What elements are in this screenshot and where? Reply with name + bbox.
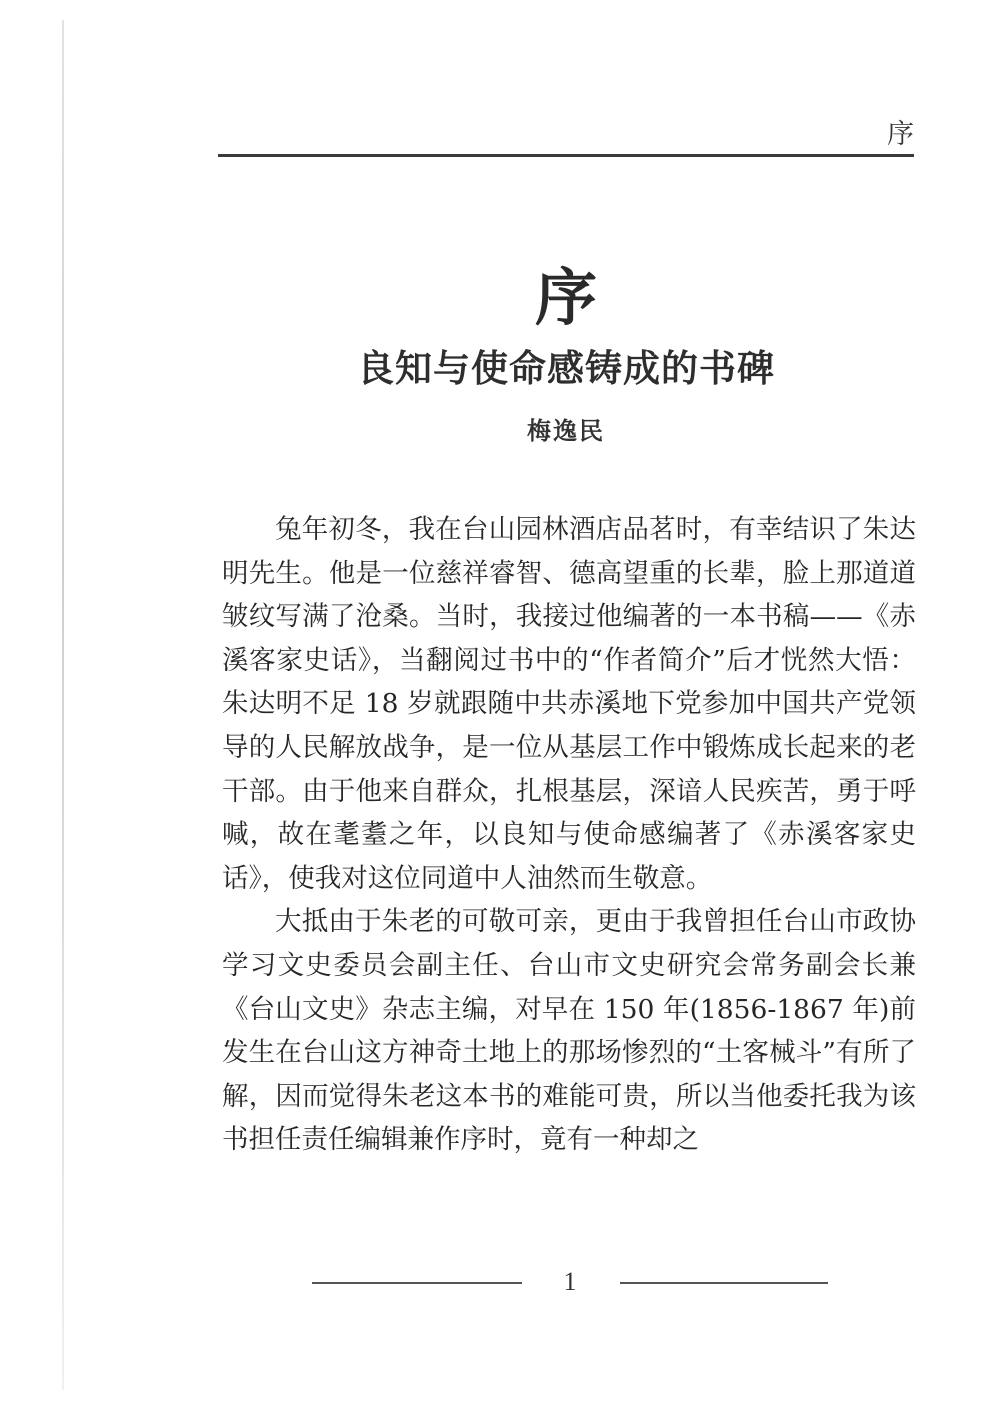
footer-rule-right	[620, 1282, 828, 1284]
header-rule	[218, 154, 914, 157]
paragraph: 兔年初冬，我在台山园林酒店品茗时，有幸结识了朱达明先生。他是一位慈祥睿智、德高望重的长辈，脸上那道道皱纹写满了沧桑。当时，我接过他编著的一本书稿——《赤溪客家史话》，当翻阅过书中的“作者简介”后才恍然大悟：朱达明不足 18 岁就跟随中共赤溪地下党参加中国共产党领导的人民解放战争，是一位从基层工作中锻炼成长起来的老干部。由于他来自群众，扎根基层，深谙人民疾苦，勇于呼喊，故在耄耋之年，以良知与使命感编著了《赤溪客家史话》，使我对这位同道中人油然而生敬意。	[222, 514, 916, 894]
author-name: 梅逸民	[527, 417, 605, 445]
body-text	[222, 508, 916, 1162]
chapter-subtitle: 良知与使命感铸成的书碑	[357, 347, 775, 390]
paragraph: 大抵由于朱老的可敬可亲，更由于我曾担任台山市政协学习文史委员会副主任、台山市文史研究会常务副会长兼《台山文史》杂志主编，对早在 150 年(1856-1867 年)前发生在台山这方神奇土地上的那场惨烈的“土客械斗”有所了解，因而觉得朱老这本书的难能可贵，所以当他委托我为该书担任责任编辑兼作序时，竟有一种却之	[222, 906, 916, 1156]
scan-edge-shadow	[62, 20, 64, 1390]
running-head: 序	[887, 119, 914, 150]
page-number: 1	[563, 1267, 577, 1296]
chapter-title: 序	[534, 261, 597, 334]
page-footer	[312, 1262, 828, 1302]
